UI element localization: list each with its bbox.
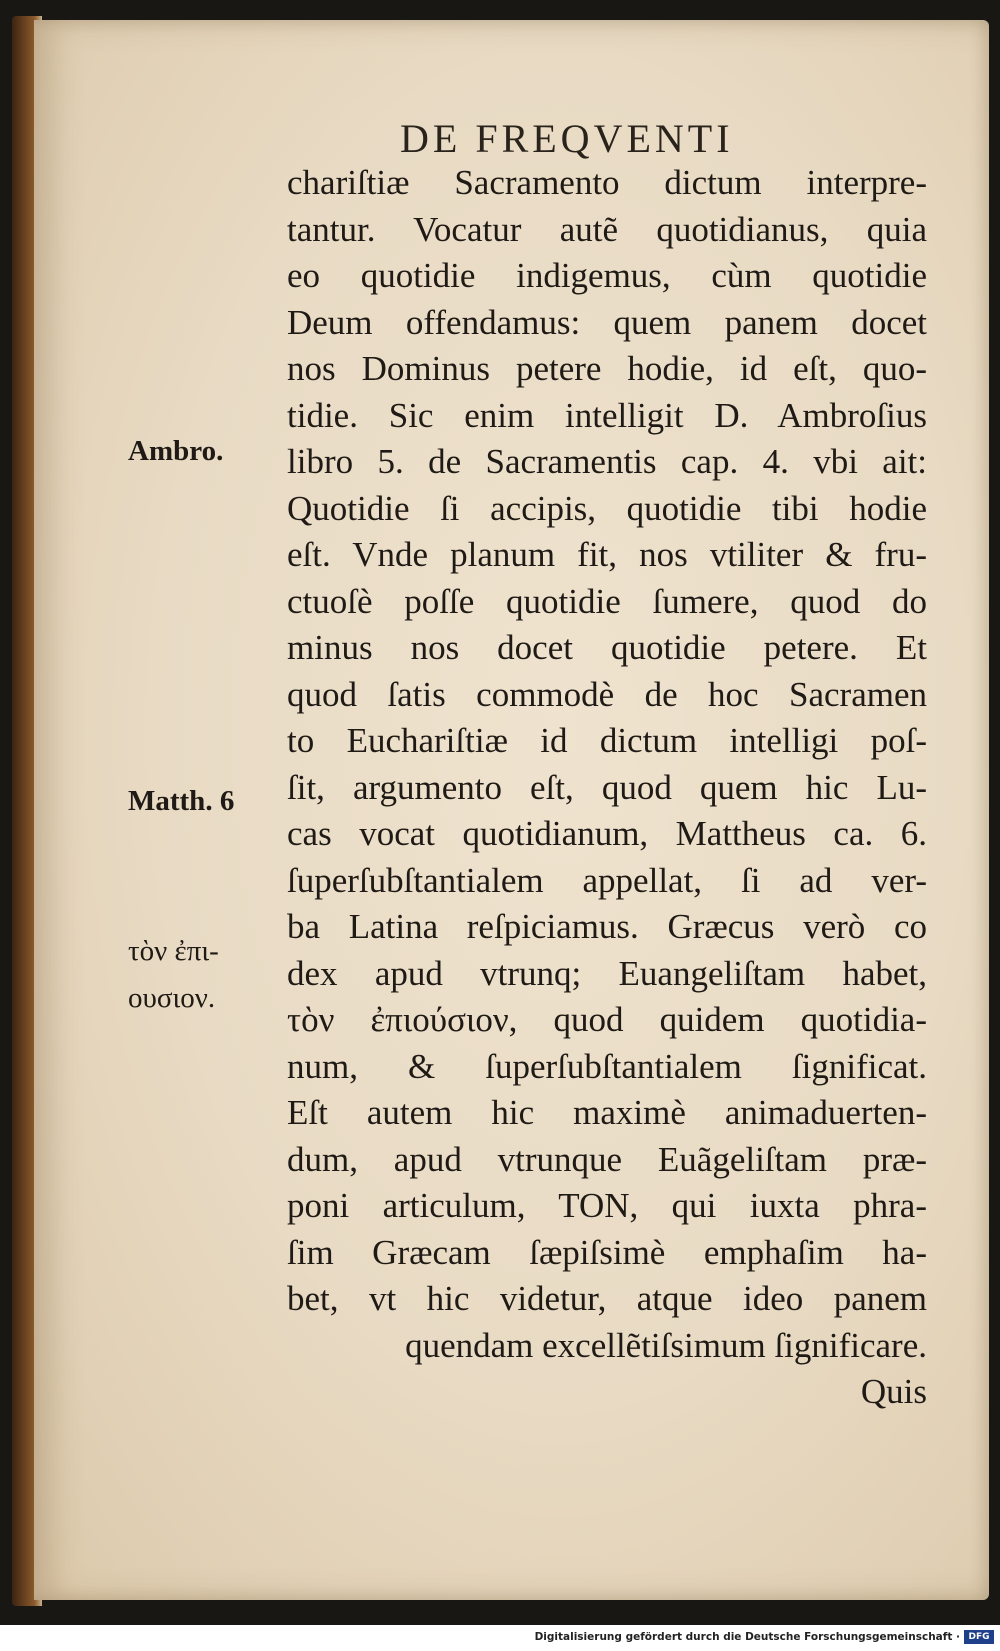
dfg-logo: DFG bbox=[964, 1630, 994, 1644]
text-line: dum, apud vtrunque Euãgeliſtam præ- bbox=[287, 1139, 927, 1179]
text-line: Eſt autem hic maximè animaduerten- bbox=[287, 1093, 927, 1132]
margin-note-matth: Matth. 6 bbox=[128, 785, 235, 817]
footer-strip bbox=[0, 1625, 1000, 1651]
text-line: quod ſatis commodè de hoc Sacramen bbox=[287, 674, 927, 714]
text-line: eo quotidie indigemus, cùm quotidie bbox=[287, 256, 927, 295]
text-line: ſim Græcam ſæpiſsimè emphaſim ha- bbox=[287, 1232, 927, 1272]
text-line: ba Latina reſpiciamus. Græcus verò co bbox=[287, 907, 927, 946]
text-line: Deum offendamus: quem panem docet bbox=[287, 302, 927, 342]
text-line: cas vocat quotidianum, Mattheus ca. 6. bbox=[287, 814, 927, 853]
text-line: τὸν ἐπιούσιον, quod quidem quotidia- bbox=[287, 1000, 927, 1039]
text-line: tidie. Sic enim intelligit D. Ambroſius bbox=[287, 395, 927, 435]
margin-note-greek-2: ουσιον. bbox=[128, 982, 216, 1014]
text-line: nos Dominus petere hodie, id eſt, quo- bbox=[287, 349, 927, 388]
text-line: to Euchariſtiæ id dictum intelligi poſ- bbox=[287, 721, 927, 760]
margin-note-greek-1: τὸν ἐπι- bbox=[128, 935, 219, 967]
text-line: libro 5. de Sacramentis cap. 4. vbi ait: bbox=[287, 442, 927, 481]
text-line: num, & ſuperſubſtantialem ſignificat. bbox=[287, 1046, 927, 1086]
funding-credit: Digitalisierung gefördert durch die Deutsche Forschungsgemeinschaft · bbox=[534, 1631, 960, 1643]
text-line: poni articulum, TON, qui iuxta phra- bbox=[287, 1186, 927, 1225]
text-line: ſuperſubſtantialem appellat, ſi ad ver- bbox=[287, 860, 927, 900]
text-line: ctuoſè poſſe quotidie ſumere, quod do bbox=[287, 581, 927, 621]
text-line: ſit, argumento eſt, quod quem hic Lu- bbox=[287, 767, 927, 807]
text-line: eſt. Vnde planum fit, nos vtiliter & fru- bbox=[287, 535, 927, 574]
text-line: chariſtiæ Sacramento dictum interpre- bbox=[287, 163, 927, 202]
running-head: DE FREQVENTI bbox=[400, 116, 734, 161]
text-line: dex apud vtrunq; Euangeliſtam habet, bbox=[287, 953, 927, 993]
text-line: tantur. Vocatur autẽ quotidianus, quia bbox=[287, 209, 927, 249]
margin-note-ambro: Ambro. bbox=[128, 435, 224, 467]
text-line: minus nos docet quotidie petere. Et bbox=[287, 628, 927, 667]
body-text bbox=[287, 160, 927, 1416]
text-line: quendam excellẽtiſsimum ſignificare. bbox=[405, 1325, 927, 1365]
text-line: Quotidie ſi accipis, quotidie tibi hodie bbox=[287, 488, 927, 528]
catchword: Quis bbox=[860, 1372, 927, 1411]
text-line: bet, vt hic videtur, atque ideo panem bbox=[287, 1279, 927, 1318]
